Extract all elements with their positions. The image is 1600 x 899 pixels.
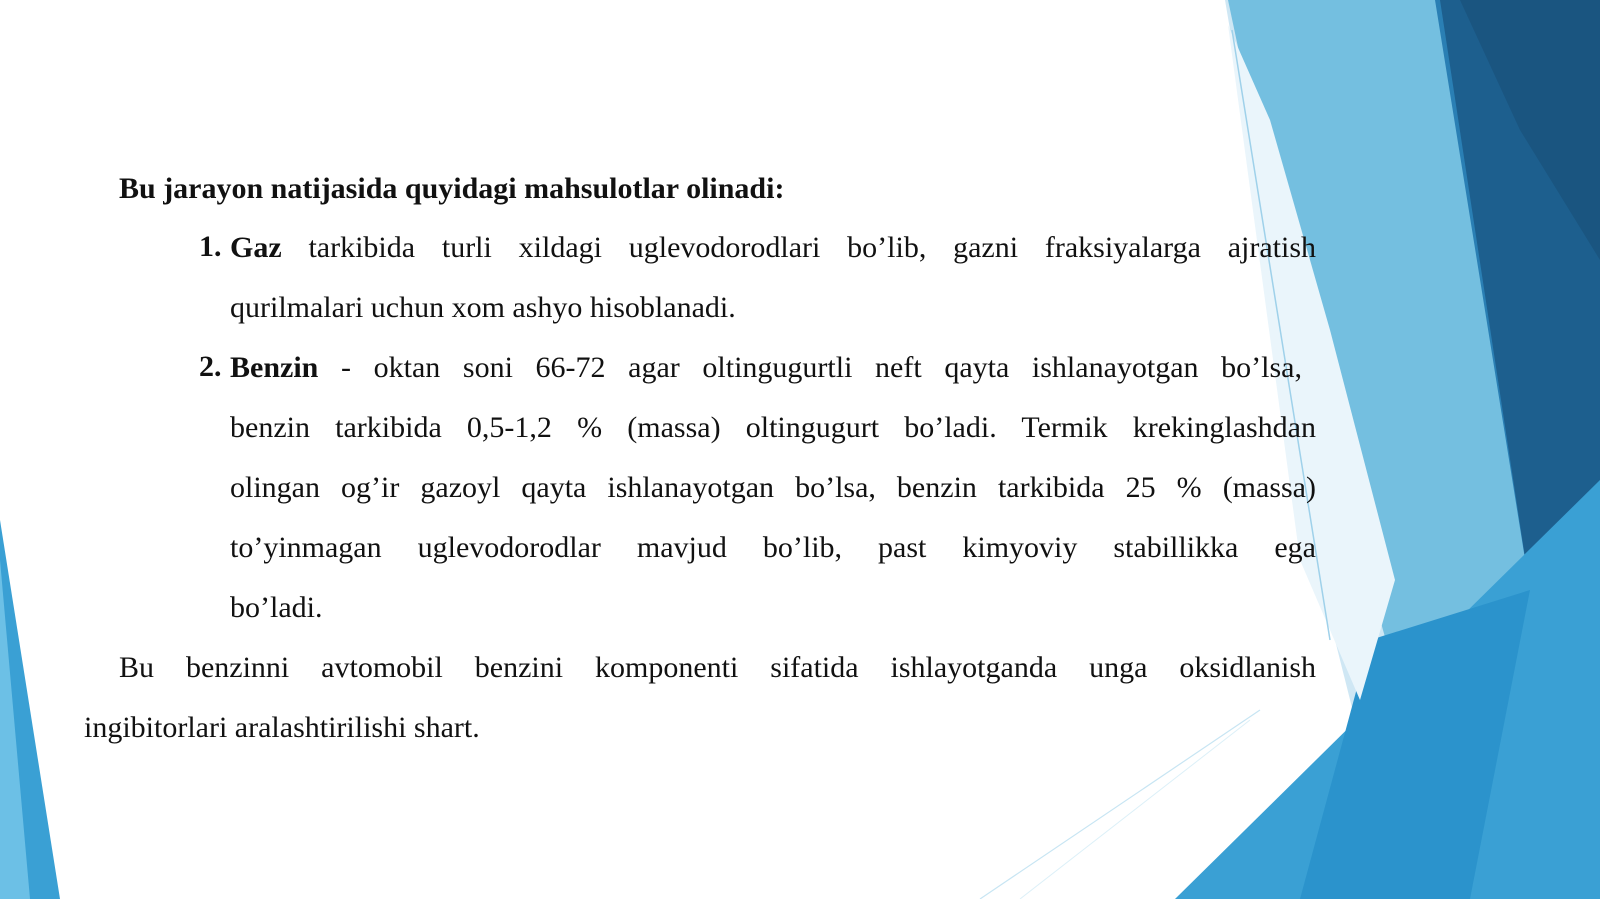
slide-heading: Bu jarayon natijasida quyidagi mahsulotlar olinadi: [119, 172, 785, 205]
list-item-line: benzin tarkibida 0,5-1,2 % (massa) oltingugurt bo’ladi. Termik krekinglashdan [230, 411, 1316, 444]
list-item-text: - oktan soni 66-72 agar oltingugurtli neft qayta ishlanayotgan bo’lsa, [318, 351, 1302, 384]
closing-paragraph-line-2: ingibitorlari aralashtirilishi shart. [84, 711, 480, 744]
list-item-text: tarkibida turli xildagi uglevodorodlari bo’lib, gazni fraksiyalarga ajratish [281, 231, 1316, 264]
list-item-term: Benzin [230, 351, 319, 384]
list-item-line: qurilmalari uchun xom ashyo hisoblanadi. [230, 291, 736, 324]
list-item-line: bo’ladi. [230, 591, 323, 624]
list-item-line: to’yinmagan uglevodorodlar mavjud bo’lib, past kimyoviy stabillikka ega [230, 531, 1316, 564]
list-item-number: 1. [199, 230, 222, 263]
list-item-term: Gaz [230, 231, 282, 264]
list-item-line [230, 350, 1302, 410]
closing-text: Bu benzinni avtomobil benzini komponenti sifatida ishlayotganda unga oksidlanish [119, 651, 1316, 684]
closing-paragraph-line-1 [119, 650, 1316, 686]
list-item-number: 2. [199, 350, 222, 383]
list-item-line: olingan og’ir gazoyl qayta ishlanayotgan bo’lsa, benzin tarkibida 25 % (massa) [230, 471, 1316, 504]
list-item-line [230, 230, 1316, 290]
